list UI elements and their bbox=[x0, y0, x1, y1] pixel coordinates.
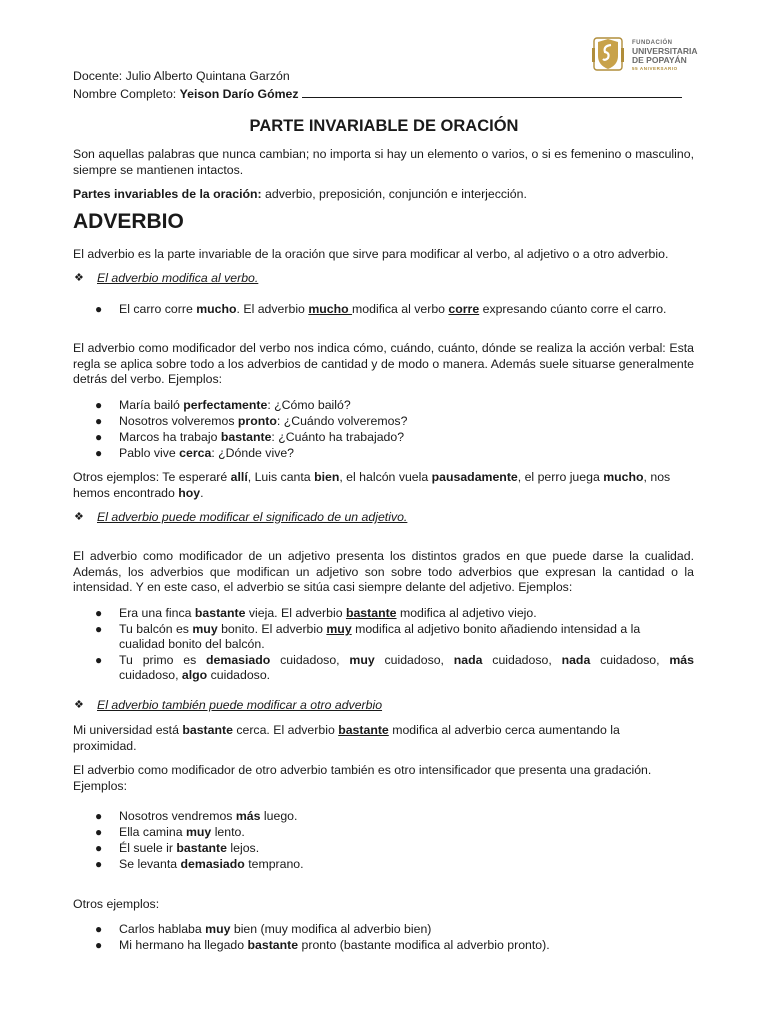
bold-underlined-word: muy bbox=[326, 622, 352, 636]
text: modifica al adjetivo viejo. bbox=[396, 606, 537, 620]
subheading-adjetivo: El adverbio puede modificar el significado de un adjetivo. bbox=[97, 510, 408, 524]
text: , el perro juega bbox=[517, 470, 604, 484]
list-item bbox=[119, 938, 550, 954]
bold-word: mucho bbox=[603, 470, 644, 484]
text: Nosotros vendremos bbox=[119, 809, 236, 823]
text: Otros ejemplos: Te esperaré bbox=[73, 470, 231, 484]
text: El carro corre bbox=[119, 302, 197, 316]
bullet-icon: ● bbox=[95, 841, 103, 855]
paragraph-verbo: El adverbio como modificador del verbo nos indica cómo, cuándo, cuánto, dónde se realiza la acción verbal: Esta regla se aplica sobre todo a los adverbios de cantidad y de modo o manera. Además suele situarse generalmente detrás del verbo. Ejemplos: bbox=[73, 341, 694, 386]
list-item-continuation: cualidad bonito del balcón. bbox=[119, 637, 265, 651]
bold-word: muy bbox=[185, 825, 212, 839]
bullet-icon: ● bbox=[95, 653, 103, 667]
text: lejos. bbox=[227, 841, 260, 855]
university-logo bbox=[592, 34, 712, 74]
bullet-icon: ● bbox=[95, 398, 103, 412]
bold-word: allí bbox=[230, 470, 248, 484]
bold-word: hoy bbox=[178, 486, 201, 500]
list-item bbox=[119, 653, 694, 669]
paragraph-universidad-line2: proximidad. bbox=[73, 739, 137, 753]
logo-line-4: 55 ANIVERSARIO bbox=[632, 66, 678, 71]
bold-word: pronto bbox=[237, 414, 277, 428]
list-item bbox=[119, 606, 537, 622]
list-item bbox=[119, 430, 404, 446]
text: , Luis canta bbox=[247, 470, 315, 484]
bold-word: nada bbox=[561, 653, 591, 667]
text: Carlos hablaba bbox=[119, 922, 206, 936]
docente-line: Docente: Julio Alberto Quintana Garzón bbox=[73, 69, 290, 83]
bold-word: demasiado bbox=[206, 653, 271, 667]
text: : ¿Cuándo volveremos? bbox=[276, 414, 408, 428]
bold-word: demasiado bbox=[180, 857, 245, 871]
bold-word: bastante bbox=[194, 606, 246, 620]
text: expresando cúanto corre el carro. bbox=[479, 302, 667, 316]
bullet-icon: ● bbox=[95, 430, 103, 444]
paragraph-adjetivo: El adverbio como modificador de un adjetivo presenta los distintos grados en que puede darse la cualidad. Además, los adverbios que modifican un adjetivo son sobre todo adverbios que expresan la cantidad o la intensidad. Y en este caso, el adverbio se sitúa casi siempre delante del adjetivo. Ejemplos: bbox=[73, 549, 694, 594]
bullet-icon: ● bbox=[95, 606, 103, 620]
text: : ¿Cuánto ha trabajado? bbox=[271, 430, 405, 444]
text: modifica al verbo bbox=[352, 302, 449, 316]
text: bien (muy modifica al adverbio bien) bbox=[230, 922, 432, 936]
text: . bbox=[200, 486, 204, 500]
partes-label: Partes invariables de la oración: bbox=[73, 187, 262, 201]
list-item bbox=[119, 414, 407, 430]
text: hemos encontrado bbox=[73, 486, 179, 500]
text: luego. bbox=[260, 809, 298, 823]
list-item bbox=[119, 398, 351, 414]
bold-underlined-word: bastante bbox=[338, 723, 389, 737]
otros-ejemplos-1 bbox=[73, 470, 670, 486]
text: vieja. El adverbio bbox=[245, 606, 346, 620]
text: modifica al adverbio cerca aumentando la bbox=[388, 723, 620, 737]
section-heading-adverbio: ADVERBIO bbox=[73, 210, 184, 233]
bold-word: muy bbox=[205, 922, 231, 936]
list-item bbox=[119, 825, 245, 841]
bold-word: bastante bbox=[247, 938, 299, 952]
text: Tu primo es bbox=[119, 653, 207, 667]
nombre-label: Nombre Completo: bbox=[73, 87, 177, 101]
bullet-icon: ● bbox=[95, 922, 103, 936]
bold-word: mucho bbox=[196, 302, 237, 316]
logo-line-1: FUNDACIÓN bbox=[632, 40, 673, 46]
paragraph-gradacion-line2: Ejemplos: bbox=[73, 779, 127, 793]
subheading-otro-adverbio: El adverbio también puede modificar a otro adverbio bbox=[97, 698, 383, 712]
text: María bailó bbox=[119, 398, 184, 412]
text: Nosotros volveremos bbox=[119, 414, 238, 428]
bold-word: perfectamente bbox=[183, 398, 268, 412]
text: Era una finca bbox=[119, 606, 195, 620]
text: modifica al adjetivo bonito añadiendo intensidad a la bbox=[351, 622, 641, 636]
bullet-icon: ● bbox=[95, 809, 103, 823]
adverbio-definition: El adverbio es la parte invariable de la oración que sirve para modificar al verbo, al adjetivo o a otro adverbio. bbox=[73, 247, 669, 261]
text: , el halcón vuela bbox=[339, 470, 432, 484]
diamond-bullet-icon: ❖ bbox=[74, 699, 84, 711]
bold-word: bien bbox=[314, 470, 340, 484]
bullet-icon: ● bbox=[95, 302, 103, 316]
text: cerca. El adverbio bbox=[232, 723, 339, 737]
bold-word: nada bbox=[453, 653, 483, 667]
paragraph-universidad bbox=[73, 723, 620, 739]
name-underline bbox=[302, 86, 682, 98]
diamond-bullet-icon: ❖ bbox=[74, 272, 84, 284]
example-carro bbox=[119, 302, 666, 318]
text: bonito. El adverbio bbox=[217, 622, 327, 636]
nombre-line bbox=[73, 86, 682, 103]
page-title: PARTE INVARIABLE DE ORACIÓN bbox=[249, 117, 519, 135]
bold-underlined-word: mucho bbox=[308, 302, 353, 316]
text: pronto (bastante modifica al adverbio pronto). bbox=[298, 938, 550, 952]
bold-word: bastante bbox=[220, 430, 272, 444]
bold-underlined-word: bastante bbox=[345, 606, 397, 620]
logo-line-3: DE POPAYÁN bbox=[632, 55, 687, 65]
bold-word: cerca bbox=[179, 446, 212, 460]
otros-ejemplos-1-line2 bbox=[73, 486, 204, 502]
list-item bbox=[119, 446, 294, 462]
bullet-icon: ● bbox=[95, 825, 103, 839]
bullet-icon: ● bbox=[95, 446, 103, 460]
bullet-icon: ● bbox=[95, 938, 103, 952]
nombre-value: Yeison Darío Gómez bbox=[179, 87, 299, 101]
list-item bbox=[119, 841, 259, 857]
bold-word: muy bbox=[349, 653, 375, 667]
text: cuidadoso. bbox=[207, 668, 271, 682]
text: Mi hermano ha llegado bbox=[119, 938, 248, 952]
bold-word: bastante bbox=[182, 723, 233, 737]
text: lento. bbox=[211, 825, 245, 839]
text: temprano. bbox=[244, 857, 304, 871]
list-item-continuation bbox=[119, 668, 270, 684]
text: : ¿Dónde vive? bbox=[211, 446, 295, 460]
text: Se levanta bbox=[119, 857, 181, 871]
bold-word: más bbox=[235, 809, 261, 823]
bold-underlined-word: corre bbox=[448, 302, 480, 316]
text: Tu balcón es bbox=[119, 622, 193, 636]
text: cuidadoso, bbox=[590, 653, 670, 667]
list-item bbox=[119, 622, 640, 638]
text: Él suele ir bbox=[119, 841, 177, 855]
text: cuidadoso, bbox=[119, 668, 182, 682]
list-item bbox=[119, 809, 297, 825]
logo-line-2: UNIVERSITARIA bbox=[632, 46, 698, 56]
bullet-icon: ● bbox=[95, 857, 103, 871]
paragraph-gradacion: El adverbio como modificador de otro adverbio también es otro intensificador que presenta una gradación. bbox=[73, 763, 652, 777]
text: , nos bbox=[643, 470, 671, 484]
text: Mi universidad está bbox=[73, 723, 183, 737]
bullet-icon: ● bbox=[95, 414, 103, 428]
partes-line bbox=[73, 187, 527, 203]
bold-word: algo bbox=[181, 668, 208, 682]
university-seal-icon bbox=[592, 34, 624, 74]
text: Marcos ha trabajo bbox=[119, 430, 221, 444]
bold-word: más bbox=[669, 653, 694, 667]
otros-ejemplos-2-label: Otros ejemplos: bbox=[73, 897, 160, 911]
bold-word: bastante bbox=[176, 841, 227, 855]
bold-word: muy bbox=[192, 622, 218, 636]
bullet-icon: ● bbox=[95, 622, 103, 636]
text: cuidadoso, bbox=[374, 653, 454, 667]
subheading-verbo: El adverbio modifica al verbo. bbox=[97, 271, 259, 285]
text: cuidadoso, bbox=[482, 653, 562, 667]
text: cuidadoso, bbox=[270, 653, 350, 667]
list-item bbox=[119, 857, 304, 873]
partes-text: adverbio, preposición, conjunción e interjección. bbox=[261, 187, 527, 201]
intro-paragraph: Son aquellas palabras que nunca cambian; no importa si hay un elemento o varios, o si es femenino o masculino, siempre se mantienen intactos. bbox=[73, 147, 694, 177]
text: : ¿Cómo bailó? bbox=[267, 398, 351, 412]
bold-word: pausadamente bbox=[431, 470, 518, 484]
diamond-bullet-icon: ❖ bbox=[74, 511, 84, 523]
text: Ella camina bbox=[119, 825, 186, 839]
text: Pablo vive bbox=[119, 446, 180, 460]
list-item bbox=[119, 922, 431, 938]
text: . El adverbio bbox=[236, 302, 309, 316]
